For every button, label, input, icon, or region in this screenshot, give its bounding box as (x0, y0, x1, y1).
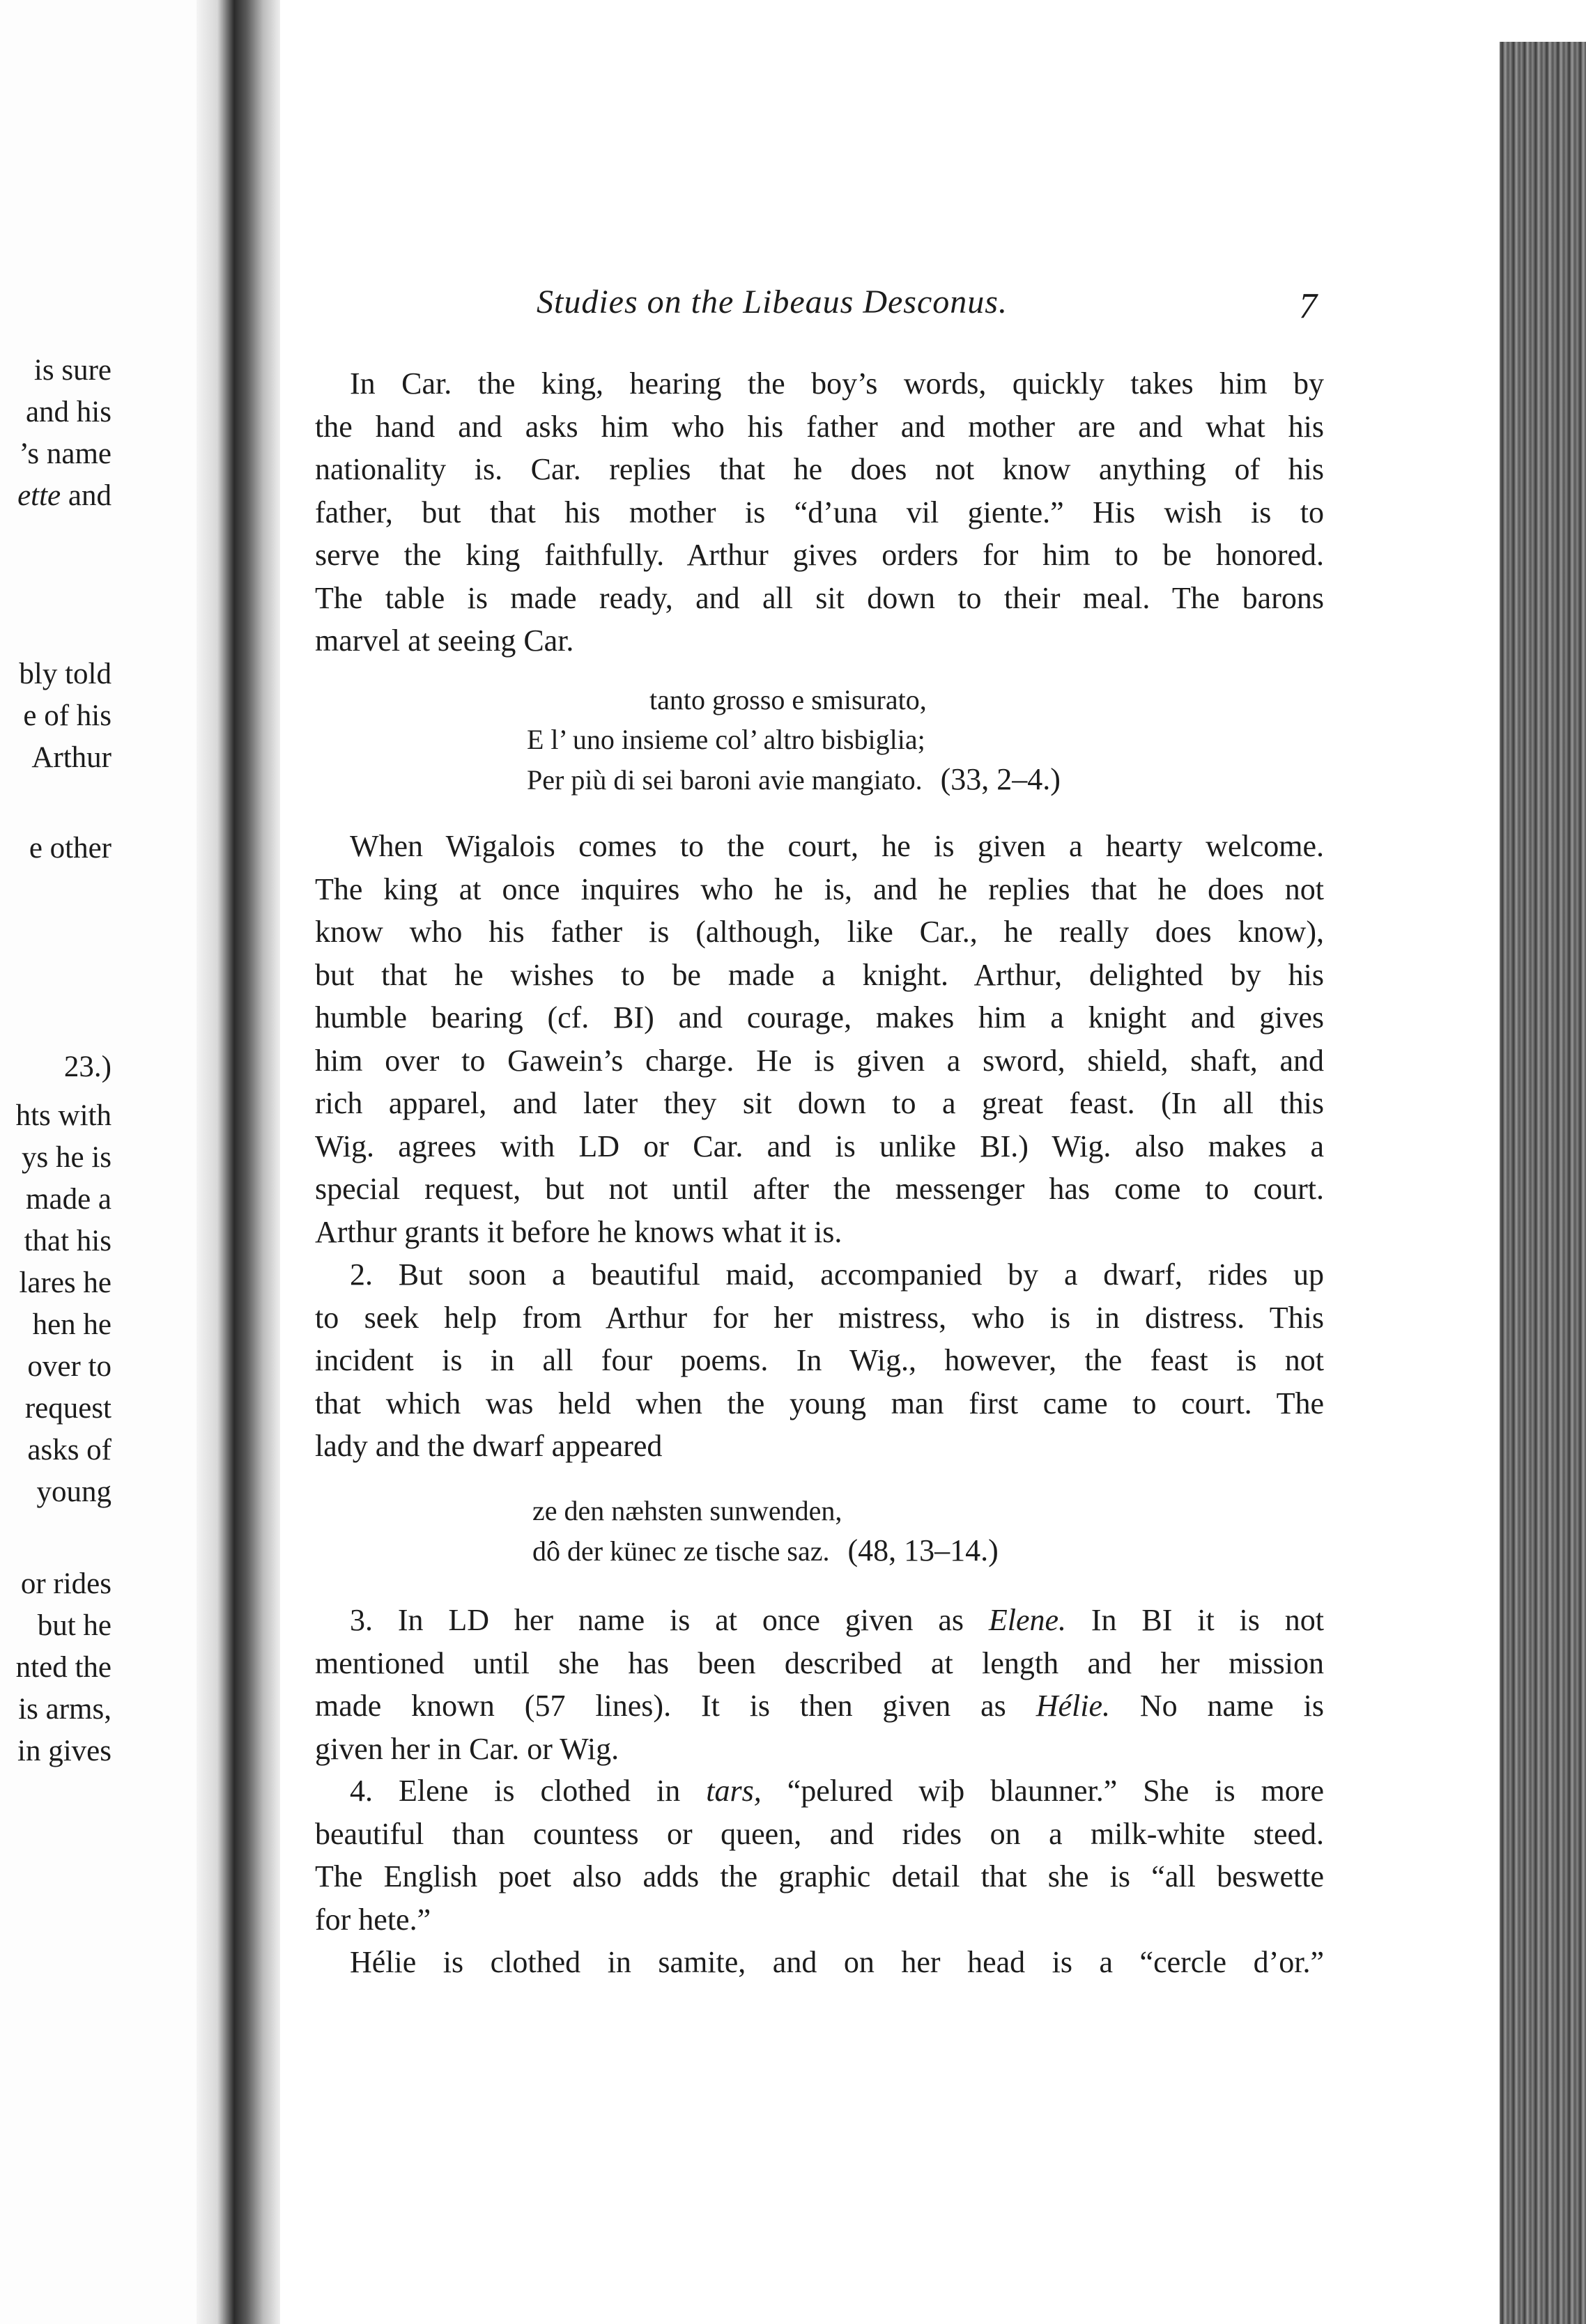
facing-page-text: request (24, 1392, 111, 1425)
facing-page-text: ette and (17, 479, 111, 512)
facing-page-text: ’s name (19, 437, 111, 470)
paragraph-2 (315, 825, 1324, 1253)
facing-page-text: e of his (23, 699, 111, 732)
verse-line: ze den næhsten sunwenden, (532, 1495, 842, 1526)
facing-page-text: lares he (19, 1266, 111, 1299)
page-number: 7 (1299, 286, 1317, 326)
paragraph-6 (315, 1941, 1324, 1984)
facing-page-text: over to (27, 1350, 111, 1383)
facing-page-text: nted the (15, 1651, 111, 1684)
text-line: mentioned until she has been described at length and her mission (315, 1645, 1324, 1680)
text-line: The English poet also adds the graphic detail that she is “all beswette (315, 1859, 1324, 1893)
verse-citation: (33, 2–4.) (940, 762, 1061, 796)
text-line: that which was held when the young man first came to court. The (315, 1386, 1324, 1420)
page-edge (1500, 42, 1586, 2324)
facing-page-text: bly told (19, 658, 111, 690)
text-line: for hete.” (315, 1902, 431, 1937)
facing-page-text: in gives (17, 1735, 111, 1767)
text-line: special request, but not until after the messenger has come to court. (315, 1172, 1324, 1206)
facing-page-text: made a (26, 1183, 111, 1216)
verse-line: E l’ uno insieme col’ altro bisbiglia; (527, 724, 925, 755)
text-line: father, but that his mother is “d’una vil giente.” His wish is to (315, 495, 1324, 529)
facing-page-text: is arms, (18, 1693, 111, 1726)
text-line: Arthur grants it before he knows what it is. (315, 1214, 842, 1249)
verse-quote-2 (532, 1491, 999, 1571)
facing-page-text: 23.) (63, 1051, 111, 1083)
text-line: humble bearing (cf. BI) and courage, makes him a knight and gives (315, 1000, 1324, 1035)
facing-page-text: asks of (27, 1434, 111, 1466)
facing-page-text: ys he is (22, 1141, 111, 1174)
paragraph-1 (315, 362, 1324, 663)
facing-page-text: that his (24, 1225, 111, 1257)
book-gutter (197, 0, 280, 2324)
verse-citation: (48, 13–14.) (847, 1533, 999, 1567)
text-line: 4. Elene is clothed in tars, “pelured wiþ blaunner.” She is more (350, 1774, 1324, 1808)
paragraph-5 (315, 1769, 1324, 1941)
text-line: The table is made ready, and all sit down to their meal. The barons (315, 580, 1324, 615)
text-line: serve the king faithfully. Arthur gives orders for him to be honored. (315, 538, 1324, 572)
verse-line: tanto grosso e smisurato, (649, 684, 927, 715)
text-line: given her in Car. or Wig. (315, 1731, 619, 1766)
text-line: know who his father is (although, like Car., he really does know), (315, 915, 1324, 949)
text-line: In Car. the king, hearing the boy’s words, quickly takes him by (350, 366, 1324, 401)
text-line: nationality is. Car. replies that he does not know anything of his (315, 452, 1324, 486)
facing-page-text: e other (29, 832, 111, 865)
text-line: 2. But soon a beautiful maid, accompanied by a dwarf, rides up (350, 1257, 1324, 1292)
text-line: beautiful than countess or queen, and rides on a milk-white steed. (315, 1816, 1324, 1851)
text-line: but that he wishes to be made a knight. Arthur, delighted by his (315, 957, 1324, 992)
text-line: Hélie is clothed in samite, and on her head is a “cercle d’or.” (350, 1945, 1324, 1979)
text-line: the hand and asks him who his father and mother are and what his (315, 409, 1324, 444)
text-line: Wig. agrees with LD or Car. and is unlike BI.) Wig. also makes a (315, 1129, 1324, 1163)
text-line: rich apparel, and later they sit down to a great feast. (In all this (315, 1086, 1324, 1120)
text-line: marvel at seeing Car. (315, 623, 574, 658)
text-line: made known (57 lines). It is then given as Hélie. No name is (315, 1689, 1325, 1723)
facing-page-text: and his (25, 396, 111, 428)
text-line: incident is in all four poems. In Wig., however, the feast is not (315, 1343, 1324, 1377)
running-title: Studies on the Libeaus Desconus. (537, 284, 1008, 320)
facing-page-text: young (36, 1475, 111, 1508)
paragraph-3 (315, 1253, 1324, 1468)
text-line: The king at once inquires who he is, and he replies that he does not (315, 872, 1324, 906)
verse-line: Per più di sei baroni avie mangiato. (33, 2–4.) (527, 762, 1061, 796)
verse-line: dô der künec ze tische saz. (48, 13–14.) (532, 1533, 999, 1567)
verse-quote-1 (527, 680, 1061, 800)
facing-page-text: Arthur (31, 741, 111, 774)
facing-page-text: hen he (32, 1308, 111, 1341)
text-line: 3. In LD her name is at once given as Elene. In BI it is not (350, 1603, 1324, 1637)
text-line: to seek help from Arthur for her mistress, who is in distress. This (315, 1300, 1324, 1335)
paragraph-4 (315, 1599, 1324, 1770)
text-line: lady and the dwarf appeared (315, 1429, 663, 1463)
facing-page-fragment (0, 0, 197, 2324)
facing-page-text: is sure (33, 354, 111, 387)
facing-page-text: hts with (15, 1099, 111, 1132)
text-line: him over to Gawein’s charge. He is given a sword, shield, shaft, and (315, 1043, 1324, 1078)
facing-page-text: but he (37, 1609, 111, 1642)
text-line: When Wigalois comes to the court, he is given a hearty welcome. (350, 829, 1324, 863)
facing-page-text: or rides (20, 1567, 111, 1600)
